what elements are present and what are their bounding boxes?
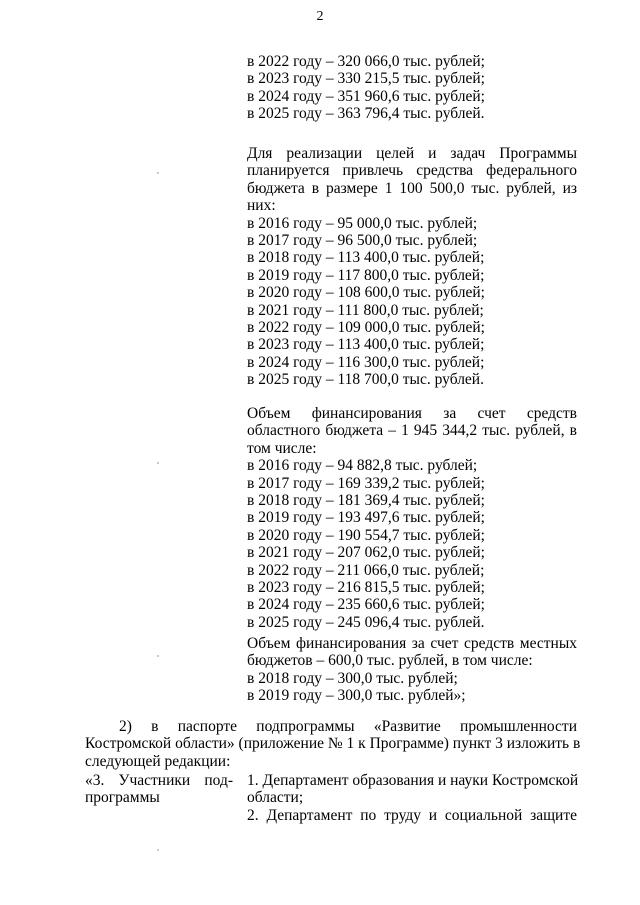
amendment-line: 2) в паспорте подпрограммы «Развитие промышленности — [119, 718, 577, 735]
local-budget-block — [247, 635, 577, 705]
amendment-paragraph — [85, 718, 581, 770]
list-item: в 2021 году – 111 800,0 тыс. рублей; — [247, 301, 484, 319]
amendment-line: Костромской области» (приложение № 1 к Программе) пункт 3 изложить в — [85, 735, 581, 753]
federal-intro-line: бюджета в размере 1 100 500,0 тыс. рублей, из — [247, 179, 577, 197]
list-item: в 2018 году – 181 369,4 тыс. рублей; — [247, 491, 485, 509]
label-line: «3. Участники под- — [85, 772, 233, 789]
amendment-line: следующей редакции: — [85, 752, 231, 770]
table-row-label — [85, 772, 233, 807]
list-item: в 2024 году – 116 300,0 тыс. рублей; — [247, 353, 485, 371]
list-item: в 2019 году – 117 800,0 тыс. рублей; — [247, 266, 485, 284]
list-item: в 2022 году – 320 066,0 тыс. рублей; — [247, 53, 485, 70]
federal-intro-line: них: — [247, 197, 276, 215]
list-item: в 2025 году – 363 796,4 тыс. рублей. — [247, 105, 485, 123]
list-item: в 2024 году – 351 960,6 тыс. рублей; — [247, 87, 485, 105]
list-item: в 2018 году – 113 400,0 тыс. рублей; — [247, 249, 485, 267]
regional-intro-line: областного бюджета – 1 945 344,2 тыс. рублей, в — [247, 422, 577, 440]
list-item: в 2018 году – 300,0 тыс. рублей; — [247, 669, 458, 687]
regional-intro-line: том числе: — [247, 439, 317, 457]
regional-intro-line: Объем финансирования за счет средств — [247, 405, 577, 422]
regional-budget-block — [247, 405, 577, 631]
federal-intro-line: Для реализации целей и задач Программы — [247, 145, 577, 162]
margin-dot — [157, 849, 159, 851]
local-intro-line: Объем финансирования за счет средств местных — [247, 635, 577, 652]
list-item: в 2016 году – 94 882,8 тыс. рублей; — [247, 457, 478, 475]
list-item: 2. Департамент по труду и социальной защите — [247, 806, 577, 824]
list-item: в 2025 году – 245 096,4 тыс. рублей. — [247, 613, 485, 631]
list-item: в 2019 году – 300,0 тыс. рублей»; — [247, 687, 466, 705]
list-item: в 2021 году – 207 062,0 тыс. рублей; — [247, 544, 485, 562]
list-item: в 2024 году – 235 660,6 тыс. рублей; — [247, 596, 485, 614]
margin-dot — [157, 172, 159, 174]
label-line: программы — [85, 789, 160, 807]
federal-budget-block — [247, 145, 577, 388]
list-item: в 2020 году – 108 600,0 тыс. рублей; — [247, 284, 485, 302]
federal-intro-line: планируется привлечь средства федерального — [247, 162, 577, 180]
list-item: в 2017 году – 169 339,2 тыс. рублей; — [247, 474, 485, 492]
list-item: 1. Департамент образования и науки Костромской — [247, 772, 579, 789]
list-item: в 2023 году – 113 400,0 тыс. рублей; — [247, 336, 485, 354]
margin-dot — [157, 462, 159, 464]
list-item: в 2023 году – 330 215,5 тыс. рублей; — [247, 70, 485, 88]
list-item: в 2025 году – 118 700,0 тыс. рублей. — [247, 371, 484, 389]
table-row-content — [247, 772, 577, 824]
list-item: области; — [247, 789, 304, 807]
list-item: в 2023 году – 216 815,5 тыс. рублей; — [247, 578, 485, 596]
block1-list — [247, 53, 577, 123]
local-intro-line: бюджетов – 600,0 тыс. рублей, в том числе: — [247, 652, 533, 670]
list-item: в 2017 году – 96 500,0 тыс. рублей; — [247, 231, 478, 249]
list-item: в 2022 году – 109 000,0 тыс. рублей; — [247, 318, 485, 336]
list-item: в 2016 году – 95 000,0 тыс. рублей; — [247, 214, 478, 232]
margin-dot — [157, 655, 159, 657]
list-item: в 2022 году – 211 066,0 тыс. рублей; — [247, 561, 485, 579]
page-number: 2 — [316, 9, 324, 24]
list-item: в 2019 году – 193 497,6 тыс. рублей; — [247, 509, 485, 527]
list-item: в 2020 году – 190 554,7 тыс. рублей; — [247, 526, 485, 544]
